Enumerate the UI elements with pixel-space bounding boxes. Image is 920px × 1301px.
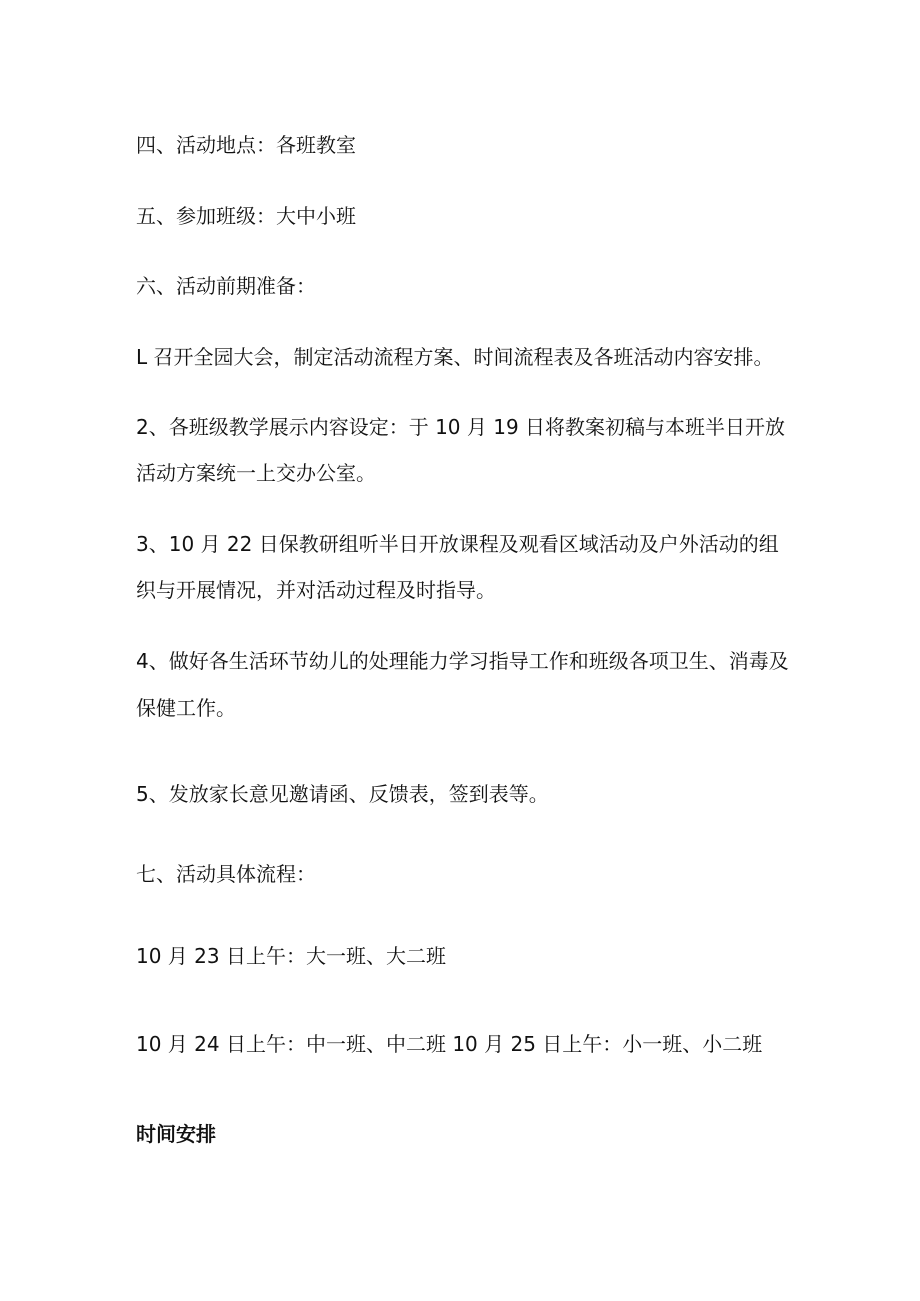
text-line-item-4-part-2: 保健工作。 [136,696,236,720]
text-line-venue: 四、活动地点：各班教室 [136,133,356,157]
text-line-item-5: 5、发放家长意见邀请函、反馈表，签到表等。 [136,782,549,806]
text-line-item-3-part-1: 3、10 月 22 日保教研组听半日开放课程及观看区域活动及户外活动的组 [136,532,779,556]
text-line-schedule-oct-23: 10 月 23 日上午：大一班、大二班 [136,944,446,968]
text-line-flow-heading: 七、活动具体流程： [136,862,316,886]
text-line-schedule-oct-24-25: 10 月 24 日上午：中一班、中二班 10 月 25 日上午：小一班、小二班 [136,1032,763,1056]
text-line-item-2-part-2: 活动方案统一上交办公室。 [136,461,376,485]
text-line-item-1: L 召开全园大会，制定活动流程方案、时间流程表及各班活动内容安排。 [136,345,774,369]
text-line-participating-classes: 五、参加班级：大中小班 [136,204,356,228]
text-line-item-4-part-1: 4、做好各生活环节幼儿的处理能力学习指导工作和班级各项卫生、消毒及 [136,649,789,673]
section-title-time-arrangement: 时间安排 [136,1122,216,1146]
text-line-item-3-part-2: 织与开展情况，并对活动过程及时指导。 [136,578,496,602]
text-line-item-2-part-1: 2、各班级教学展示内容设定：于 10 月 19 日将教案初稿与本班半日开放 [136,415,786,439]
text-line-preparation-heading: 六、活动前期准备： [136,274,316,298]
